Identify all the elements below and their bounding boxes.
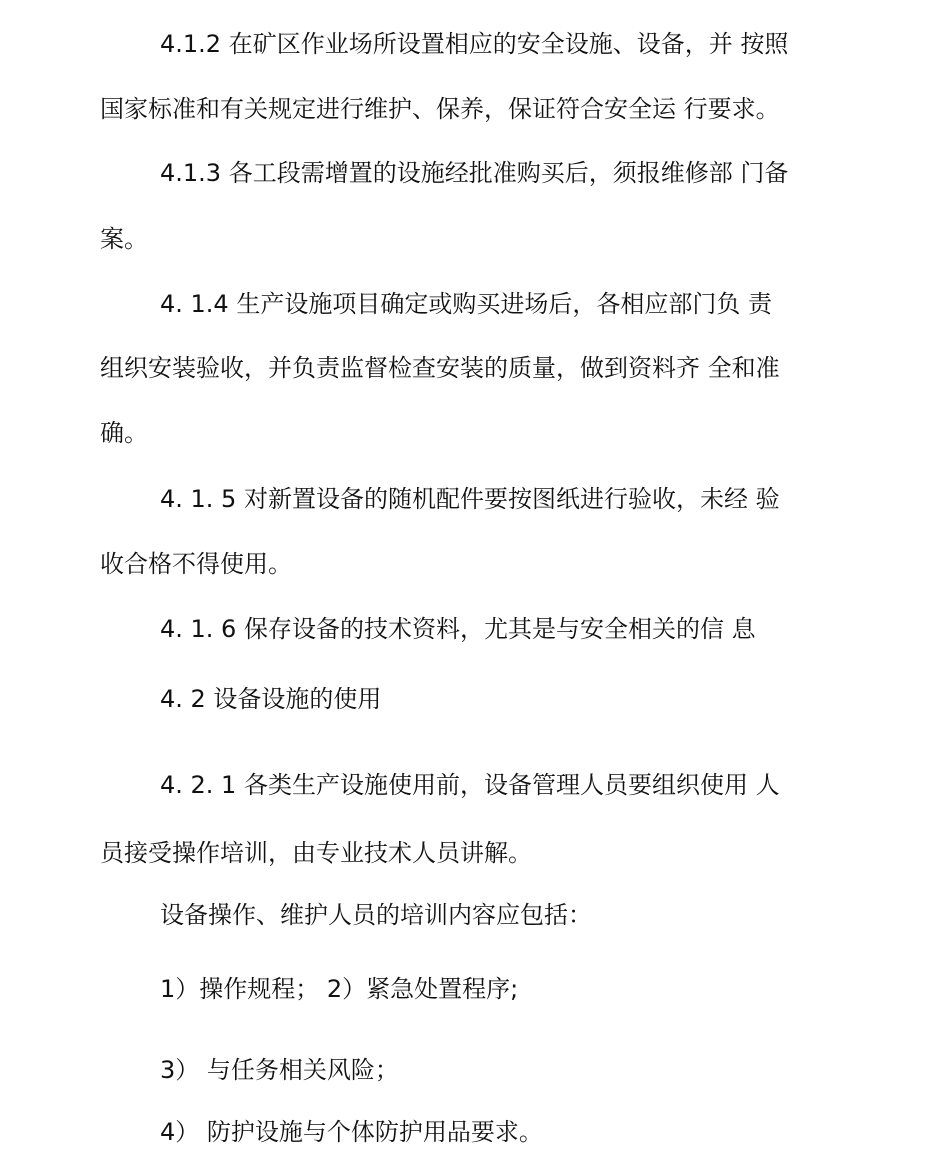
list-item-1-2: 1）操作规程； 2）紧急处置程序; (160, 975, 519, 1003)
paragraph-4-1-3-line-1: 4.1.3 各工段需增置的设施经批准购买后，须报维修部 门备 (160, 159, 789, 187)
paragraph-4-1-3-line-2: 案。 (100, 225, 148, 253)
list-item-3: 3） 与任务相关风险； (160, 1056, 399, 1084)
paragraph-4-1-6-line-1: 4. 1. 6 保存设备的技术资料，尤其是与安全相关的信 息 (160, 615, 756, 643)
paragraph-4-1-2-line-2: 国家标准和有关规定进行维护、保养，保证符合安全运 行要求。 (100, 95, 780, 123)
paragraph-4-2-1-line-1: 4. 2. 1 各类生产设施使用前，设备管理人员要组织使用 人 (160, 771, 780, 799)
paragraph-4-2-1-line-2: 员接受操作培训，由专业技术人员讲解。 (100, 839, 532, 867)
paragraph-4-1-4-line-3: 确。 (100, 419, 148, 447)
training-content-intro: 设备操作、维护人员的培训内容应包括： (160, 901, 592, 929)
paragraph-4-1-4-line-1: 4. 1.4 生产设施项目确定或购买进场后，各相应部门负 责 (160, 290, 772, 318)
paragraph-4-1-4-line-2: 组织安装验收，并负责监督检查安装的质量，做到资料齐 全和准 (100, 354, 780, 382)
section-heading-4-2: 4. 2 设备设施的使用 (160, 685, 382, 713)
list-item-4: 4） 防护设施与个体防护用品要求。 (160, 1118, 543, 1146)
paragraph-4-1-2-line-1: 4.1.2 在矿区作业场所设置相应的安全设施、设备，并 按照 (160, 30, 789, 58)
paragraph-4-1-5-line-1: 4. 1. 5 对新置设备的随机配件要按图纸进行验收，未经 验 (160, 485, 780, 513)
paragraph-4-1-5-line-2: 收合格不得使用。 (100, 550, 292, 578)
